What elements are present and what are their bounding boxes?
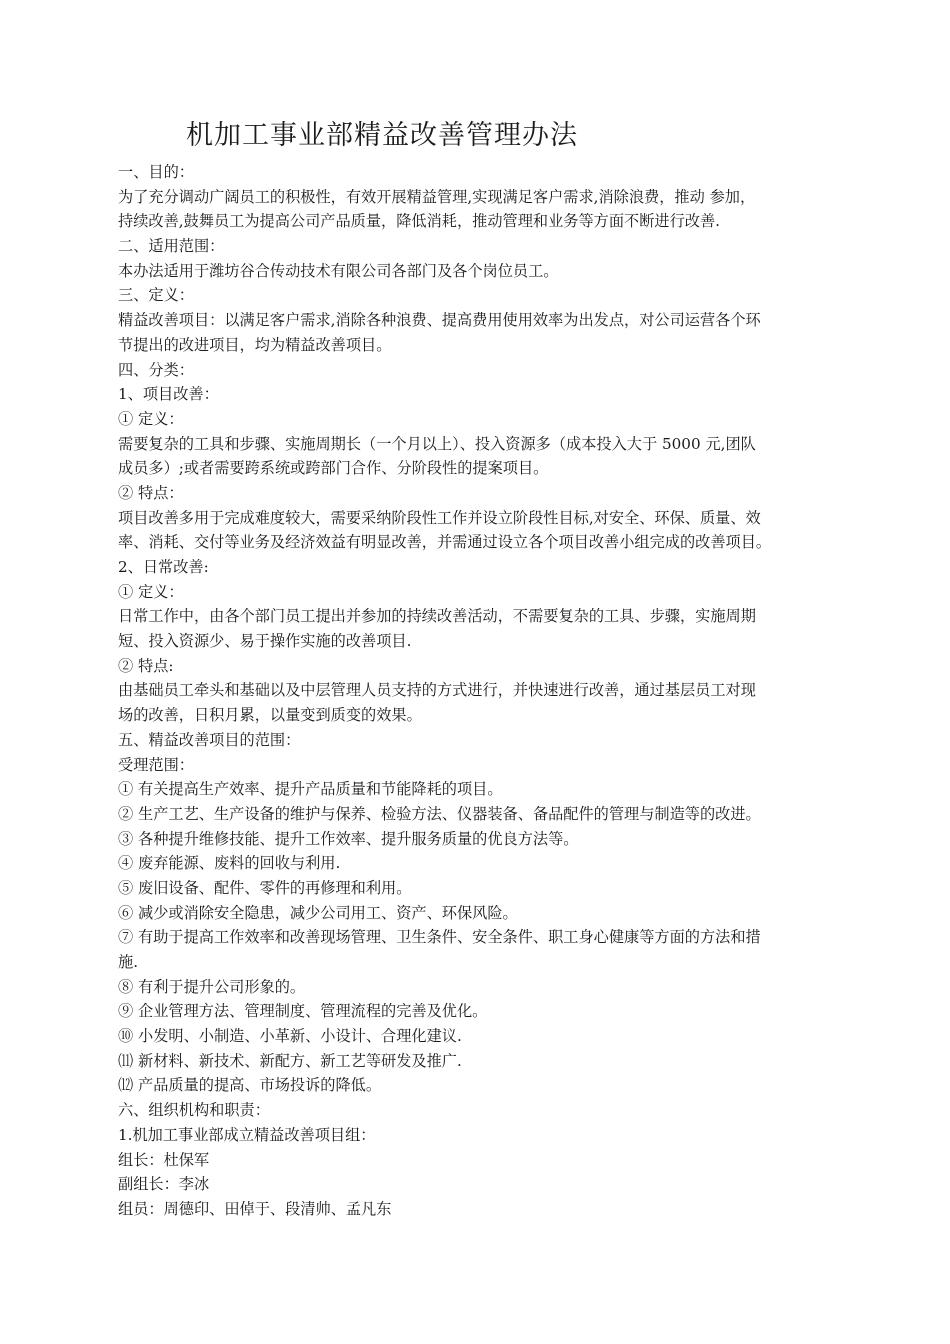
text-line: 受理范围： [118, 755, 194, 774]
text-line: 日常工作中，由各个部门员工提出并参加的持续改善活动，不需要复杂的工具、步骤，实施周期 [118, 607, 756, 626]
text-line: 由基础员工牵头和基础以及中层管理人员支持的方式进行，并快速进行改善，通过基层员工对现 [118, 681, 756, 700]
text-line: 成员多）;或者需要跨系统或跨部门合作、分阶段性的提案项目。 [118, 459, 549, 478]
text-line: 三、定义： [118, 286, 194, 305]
text-line: 施. [118, 953, 139, 971]
text-line: ② 特点： [118, 483, 184, 502]
text-line: 六、组织机构和职责： [118, 1101, 270, 1120]
text-line: ① 定义： [118, 409, 184, 428]
text-line: 需要复杂的工具和步骤、实施周期长（一个月以上）、投入资源多（成本投入大于 5000 元,团队 [118, 434, 756, 453]
text-line: ⑦ 有助于提高工作效率和改善现场管理、卫生条件、安全条件、职工身心健康等方面的方法和措 [118, 928, 761, 947]
text-line: 1、项目改善： [118, 385, 219, 404]
text-line: ⑨ 企业管理方法、管理制度、管理流程的完善及优化。 [118, 1002, 488, 1021]
text-line: 项目改善多用于完成难度较大，需要采纳阶段性工作并设立阶段性目标,对安全、环保、质量、效 [118, 508, 761, 527]
text-line: ② 生产工艺、生产设备的维护与保养、检验方法、仪器装备、备品配件的管理与制造等的改进。 [118, 804, 761, 823]
text-line: ⑤ 废旧设备、配件、零件的再修理和利用。 [118, 878, 412, 897]
text-line: 四、分类： [118, 360, 194, 379]
text-line: 为了充分调动广阔员工的积极性，有效开展精益管理,实现满足客户需求,消除浪费，推动 参加， [118, 187, 756, 206]
text-line: 副组长：李冰 [118, 1175, 210, 1194]
text-line: ⑿ 产品质量的提高、市场投诉的降低。 [118, 1076, 382, 1095]
text-line: 率、消耗、交付等业务及经济效益有明显改善，并需通过设立各个项目改善小组完成的改善项目。 [118, 533, 772, 552]
text-line: ⑩ 小发明、小制造、小革新、小设计、合理化建议. [118, 1027, 462, 1046]
text-line: 一、目的： [118, 163, 194, 181]
text-line: 节提出的改进项目，均为精益改善项目。 [118, 335, 392, 354]
text-line: 本办法适用于潍坊谷合传动技术有限公司各部门及各个岗位员工。 [118, 261, 559, 280]
text-line: ② 特点: [118, 656, 174, 675]
text-line: ⑾ 新材料、新技术、新配方、新工艺等研发及推广. [118, 1051, 462, 1070]
text-line: 五、精益改善项目的范围： [118, 730, 301, 749]
text-line: ⑥ 减少或消除安全隐患，减少公司用工、资产、环保风险。 [118, 903, 518, 922]
text-line: ① 有关提高生产效率、提升产品质量和节能降耗的项目。 [118, 780, 503, 799]
text-line: 持续改善,鼓舞员工为提高公司产品质量，降低消耗，推动管理和业务等方面不断进行改善. [118, 212, 720, 231]
text-line: 短、投入资源少、易于操作实施的改善项目. [118, 632, 412, 651]
text-line: 精益改善项目：以满足客户需求,消除各种浪费、提高费用使用效率为出发点，对公司运营各个环 [118, 311, 761, 330]
text-line: 场的改善，日积月累，以量变到质变的效果。 [118, 706, 422, 725]
text-line: ① 定义： [118, 582, 184, 601]
text-line: ③ 各种提升维修技能、提升工作效率、提升服务质量的优良方法等。 [118, 829, 579, 848]
text-line: 1.机加工事业部成立精益改善项目组： [118, 1125, 376, 1144]
text-line: 组长：杜保军 [118, 1150, 210, 1169]
document-title: 机加工事业部精益改善管理办法 [186, 120, 578, 151]
document-body [118, 160, 838, 1222]
text-line: 组员：周德印、田倬于、段清帅、孟凡东 [118, 1199, 392, 1218]
text-line: ⑧ 有利于提升公司形象的。 [118, 977, 306, 996]
text-line: 二、适用范围： [118, 237, 225, 256]
text-line: ④ 废弃能源、废料的回收与利用. [118, 854, 341, 873]
text-line: 2、日常改善: [118, 558, 209, 576]
